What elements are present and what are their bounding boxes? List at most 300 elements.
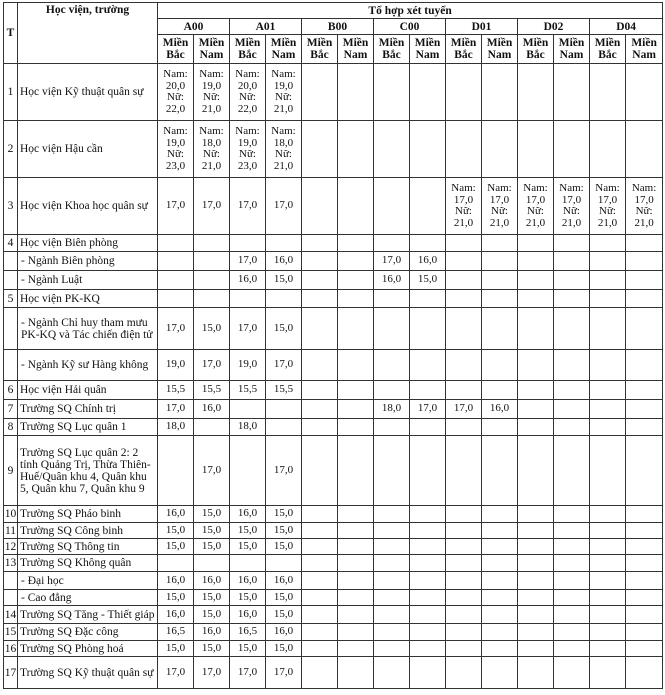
score-cell [626,252,663,271]
score-cell [230,235,266,252]
score-cell: 16,0 [230,572,266,590]
row-number: 3 [4,178,18,235]
score-cell [302,436,338,506]
table-row [4,350,663,381]
institution-name: Học viện Hải quân [18,381,158,400]
score-cell: 16,0 [158,606,194,624]
score-cell: 15,5 [230,381,266,400]
score-cell [626,539,663,555]
score-cell [302,121,338,178]
score-cell: 15,0 [194,506,230,523]
score-cell [518,436,554,506]
table-row [4,235,663,252]
score-cell [626,641,663,657]
score-cell [626,523,663,539]
score-cell [266,419,302,436]
score-cell [590,381,626,400]
score-cell [266,290,302,308]
institution-name: - Ngành Luật [18,271,158,290]
score-cell: Nam: 17,0 Nữ: 21,0 [482,178,518,235]
score-cell [518,252,554,271]
score-cell [338,657,374,689]
table-row [4,590,663,606]
score-cell [410,178,446,235]
score-cell [302,252,338,271]
score-cell [482,657,518,689]
score-cell [554,400,590,419]
row-number [4,350,18,381]
score-cell [446,271,482,290]
score-cell [374,641,410,657]
score-cell: 15,5 [158,381,194,400]
score-cell [410,641,446,657]
score-cell: 17,0 [266,657,302,689]
score-cell [410,523,446,539]
score-cell [518,624,554,641]
score-cell [338,350,374,381]
col-header-stt: T [4,3,18,64]
score-cell [302,606,338,624]
score-cell [626,657,663,689]
col-header-combination-group: Tổ hợp xét tuyển [158,3,663,19]
table-row [4,252,663,271]
score-cell [338,121,374,178]
score-cell [626,271,663,290]
score-cell [482,121,518,178]
row-number [4,308,18,350]
region-south-header: Miền Nam [554,35,590,64]
score-cell [590,350,626,381]
score-cell [626,419,663,436]
score-cell [446,641,482,657]
score-cell [338,235,374,252]
score-cell [266,235,302,252]
score-cell [482,271,518,290]
region-south-header: Miền Nam [266,35,302,64]
score-cell [518,657,554,689]
score-cell [590,523,626,539]
score-cell [590,641,626,657]
score-cell: Nam: 17,0 Nữ: 21,0 [518,178,554,235]
row-number [4,572,18,590]
score-cell [554,606,590,624]
score-cell [374,436,410,506]
score-cell: 19,0 [158,350,194,381]
score-cell: 16,0 [158,572,194,590]
score-cell: Nam: 20,0 Nữ: 22,0 [230,64,266,121]
score-cell [626,606,663,624]
table-row [4,64,663,121]
score-cell [554,624,590,641]
score-cell: 17,0 [158,657,194,689]
score-cell [302,290,338,308]
score-cell [374,121,410,178]
institution-name: Trường SQ Kỹ thuật quân sự [18,657,158,689]
score-cell [626,350,663,381]
table-row [4,271,663,290]
score-cell [410,308,446,350]
score-cell [482,64,518,121]
score-cell: 15,0 [194,590,230,606]
score-cell [446,523,482,539]
score-cell [518,308,554,350]
score-cell: 15,0 [158,641,194,657]
score-cell [446,590,482,606]
table-row [4,178,663,235]
score-cell [482,572,518,590]
score-cell [482,350,518,381]
score-cell: 16,0 [158,506,194,523]
score-cell [518,350,554,381]
score-cell: Nam: 17,0 Nữ: 21,0 [554,178,590,235]
score-cell [482,290,518,308]
score-cell [482,555,518,572]
score-cell [554,539,590,555]
score-cell: 17,0 [230,178,266,235]
score-cell [374,590,410,606]
score-cell [374,64,410,121]
score-cell [410,539,446,555]
score-cell [338,400,374,419]
col-header-institution: Học viện, trường [18,3,158,64]
score-cell: Nam: 19,0 Nữ: 23,0 [158,121,194,178]
score-cell [518,419,554,436]
group-header-d04: D04 [590,19,663,35]
score-cell: 16,0 [230,606,266,624]
score-cell: 17,0 [194,436,230,506]
score-cell: 15,5 [194,381,230,400]
institution-name: - Đại học [18,572,158,590]
score-cell [446,308,482,350]
score-cell [338,606,374,624]
region-south-header: Miền Nam [194,35,230,64]
score-cell [338,572,374,590]
score-cell [554,572,590,590]
score-cell [626,506,663,523]
score-cell: 15,0 [158,590,194,606]
score-cell [554,271,590,290]
score-cell [374,572,410,590]
score-cell [554,350,590,381]
score-cell [302,64,338,121]
score-cell [374,657,410,689]
score-cell [410,381,446,400]
score-cell [626,235,663,252]
score-cell: 15,0 [194,523,230,539]
score-cell [338,506,374,523]
score-cell [518,539,554,555]
score-cell: 16,0 [194,624,230,641]
score-cell [446,252,482,271]
table-body [4,64,663,689]
score-cell: 17,0 [194,350,230,381]
score-cell: 17,0 [230,308,266,350]
score-cell [590,572,626,590]
score-cell [446,506,482,523]
score-cell [302,235,338,252]
score-cell: 15,0 [194,606,230,624]
table-row [4,539,663,555]
score-cell [446,555,482,572]
score-cell [446,419,482,436]
score-cell [590,419,626,436]
score-cell [230,555,266,572]
score-cell [518,381,554,400]
institution-name: Học viện Hậu cần [18,121,158,178]
score-cell [590,235,626,252]
score-cell [626,436,663,506]
region-north-header: Miền Bắc [302,35,338,64]
score-cell: 15,0 [410,271,446,290]
score-cell [482,436,518,506]
score-cell [446,624,482,641]
region-south-header: Miền Nam [338,35,374,64]
score-cell: 17,0 [158,308,194,350]
score-cell [302,539,338,555]
score-cell [590,555,626,572]
score-cell [626,121,663,178]
score-cell [554,657,590,689]
table-row [4,624,663,641]
score-cell [230,400,266,419]
score-cell [410,624,446,641]
score-cell [518,64,554,121]
region-north-header: Miền Bắc [590,35,626,64]
group-header-a01: A01 [230,19,302,35]
score-cell [518,400,554,419]
institution-name: Học viện Khoa học quân sự [18,178,158,235]
score-cell [374,350,410,381]
score-cell [590,290,626,308]
score-cell [410,64,446,121]
score-cell [338,419,374,436]
score-cell [374,178,410,235]
score-cell [482,606,518,624]
score-cell [410,436,446,506]
score-cell [194,271,230,290]
score-cell [338,290,374,308]
score-cell: 16,0 [374,271,410,290]
row-number: 16 [4,642,17,655]
score-cell: 15,0 [266,641,302,657]
score-cell [590,64,626,121]
score-cell: 15,0 [266,606,302,624]
score-cell [158,555,194,572]
row-number: 1 [4,64,18,121]
score-cell [590,400,626,419]
score-cell [626,308,663,350]
score-cell [338,641,374,657]
institution-name: Trường SQ Pháo binh [18,506,158,523]
score-cell: 17,0 [266,350,302,381]
score-cell [302,419,338,436]
score-cell [302,657,338,689]
institution-name: - Ngành Kỹ sư Hàng không [18,350,158,381]
row-number: 12 [4,540,17,553]
score-cell [518,590,554,606]
score-cell [410,606,446,624]
score-cell [410,235,446,252]
score-cell: 15,0 [266,308,302,350]
institution-name: Học viện Kỹ thuật quân sự [18,64,158,121]
score-cell [338,308,374,350]
institution-name: Trường SQ Tăng - Thiết giáp [18,606,158,624]
score-cell [410,290,446,308]
score-cell [158,235,194,252]
score-cell [590,308,626,350]
score-cell: 19,0 [230,350,266,381]
score-cell [590,539,626,555]
score-cell [194,290,230,308]
score-cell [194,235,230,252]
score-cell [446,235,482,252]
score-cell [590,121,626,178]
score-cell: 17,0 [158,178,194,235]
score-cell: 15,0 [194,539,230,555]
score-cell [554,506,590,523]
score-cell: 16,0 [194,400,230,419]
score-cell [626,381,663,400]
score-cell [590,657,626,689]
row-number [4,271,18,290]
score-cell [482,590,518,606]
score-cell: 15,0 [158,523,194,539]
score-cell [158,271,194,290]
score-cell: 15,0 [230,590,266,606]
score-cell [446,572,482,590]
score-cell [626,64,663,121]
score-cell [302,400,338,419]
score-cell [590,271,626,290]
institution-name: Trường SQ Không quân [18,555,158,572]
score-cell [482,506,518,523]
score-cell [410,657,446,689]
score-cell [554,121,590,178]
score-cell: Nam: 20,0 Nữ: 22,0 [158,64,194,121]
score-cell: Nam: 19,0 Nữ: 23,0 [230,121,266,178]
row-number: 8 [4,419,18,436]
score-cell: 17,0 [230,657,266,689]
score-cell: Nam: 17,0 Nữ: 21,0 [626,178,663,235]
score-cell [302,350,338,381]
score-cell [554,381,590,400]
region-south-header: Miền Nam [410,35,446,64]
table-row [4,121,663,178]
score-cell [554,419,590,436]
row-number [4,252,18,271]
table-row [4,290,663,308]
score-cell [482,641,518,657]
score-cell: 16,0 [266,252,302,271]
score-cell [302,381,338,400]
institution-name: Trường SQ Lục quân 1 [18,419,158,436]
score-cell [626,590,663,606]
score-cell [302,506,338,523]
score-cell [374,381,410,400]
score-cell [302,523,338,539]
score-cell [446,606,482,624]
score-cell [518,606,554,624]
score-cell [410,121,446,178]
score-cell: 15,0 [230,523,266,539]
table-row [4,400,663,419]
score-cell [554,436,590,506]
score-cell [518,641,554,657]
group-header-a00: A00 [158,19,230,35]
score-cell [410,590,446,606]
institution-name: - Ngành Biên phòng [18,252,158,271]
score-cell [518,523,554,539]
table-row [4,506,663,523]
institution-name: Học viện PK-KQ [18,290,158,308]
score-cell [338,381,374,400]
score-cell: 16,0 [266,572,302,590]
score-cell [194,252,230,271]
score-cell [590,506,626,523]
score-cell [518,121,554,178]
score-cell [482,419,518,436]
score-cell [374,506,410,523]
institution-name: Trường SQ Thông tin [18,539,158,555]
score-cell [590,606,626,624]
score-cell [482,308,518,350]
score-cell [338,178,374,235]
score-cell [374,555,410,572]
score-cell [554,641,590,657]
score-cell [554,252,590,271]
score-cell [302,178,338,235]
score-cell [374,523,410,539]
table-row [4,308,663,350]
score-cell: Nam: 18,0 Nữ: 21,0 [266,121,302,178]
row-number: 4 [4,235,18,252]
score-cell [338,64,374,121]
score-cell [338,252,374,271]
score-cell: 17,0 [446,400,482,419]
score-cell: 15,0 [194,641,230,657]
row-number: 9 [4,436,18,506]
score-cell [230,436,266,506]
score-cell: 17,0 [410,400,446,419]
score-cell [266,400,302,419]
score-cell [446,290,482,308]
region-north-header: Miền Bắc [374,35,410,64]
score-cell [374,624,410,641]
score-cell [194,555,230,572]
table-row [4,606,663,624]
score-cell: 15,0 [266,523,302,539]
score-cell [374,419,410,436]
score-cell: 18,0 [158,419,194,436]
score-cell [518,271,554,290]
institution-name: Học viện Biên phòng [18,235,158,252]
institution-name: Trường SQ Phòng hoá [18,641,158,657]
row-number: 15 [4,624,18,641]
score-cell [302,555,338,572]
score-cell: 16,5 [158,624,194,641]
score-cell [446,657,482,689]
institution-name: Trường SQ Lục quân 2: 2 tỉnh Quảng Trị, Thừa Thiên-Huế/Quân khu 4, Quân khu 5, Quân khu 7, Quân khu 9 [18,436,158,506]
score-cell: 15,0 [266,506,302,523]
score-cell [626,555,663,572]
score-cell [482,523,518,539]
institution-name: Trường SQ Đặc công [18,624,158,641]
score-cell [554,235,590,252]
score-cell [410,572,446,590]
row-number: 13 [4,555,18,572]
score-cell [374,235,410,252]
score-cell [590,252,626,271]
